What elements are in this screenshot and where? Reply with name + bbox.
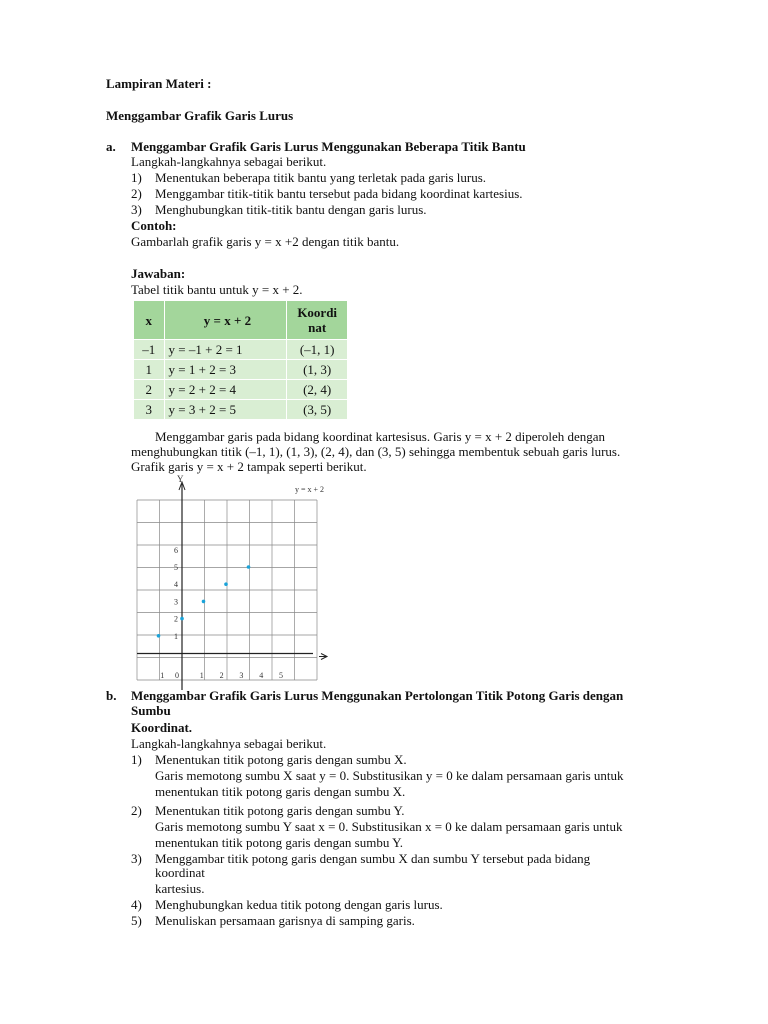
table-cell: (3, 5) [287,400,348,420]
section-a-marker: a. [106,139,116,154]
table-header-x: x [134,301,165,340]
x-tick-label: 2 [219,671,224,680]
page-title: Menggambar Grafik Garis Lurus [106,108,294,123]
step-number: 2) [131,803,142,818]
step-number: 1) [131,170,142,185]
graph-y-axis-label: Y [177,474,184,484]
step-text: Menggambar titik potong garis dengan sumbu X dan sumbu Y tersebut pada bidang [155,851,591,866]
table-cell: –1 [134,340,165,360]
table-row [134,340,348,360]
x-tick-label: 5 [279,671,283,680]
graph-point [202,600,206,604]
y-tick-label: 3 [174,597,178,607]
paragraph-line-2: menghubungkan titik (–1, 1), (1, 3), (2, 4), dan (3, 5) sehingga membentuk sebuah garis lurus. [131,444,621,459]
step-text: Menentukan titik potong garis dengan sumbu Y. [155,803,405,818]
graph-title: y = x + 2 [295,485,325,494]
x-tick-label: 1 [199,671,204,680]
table-cell: (1, 3) [287,360,348,380]
step-text: Menghubungkan kedua titik potong dengan garis lurus. [155,897,443,912]
helper-points-table [133,300,348,420]
section-b-marker: b. [106,688,117,703]
table-cell: (–1, 1) [287,340,348,360]
x-tick-label: 1 [160,671,165,680]
paragraph-line-3: Grafik garis y = x + 2 tampak seperti berikut. [131,459,367,474]
table-row [134,360,348,380]
step-text: Menentukan titik potong garis dengan sumbu X. [155,752,407,767]
step-b-1-detail: menentukan titik potong garis dengan sumbu X. [155,784,406,799]
graph-point [157,634,161,638]
line-graph [125,470,355,680]
step-b-3-detail: kartesius. [155,881,205,896]
table-cell: y = 3 + 2 = 5 [164,400,287,420]
step-number: 2) [131,186,142,201]
example-text: Gambarlah grafik garis y = x +2 dengan titik bantu. [131,234,400,249]
table-caption: Tabel titik bantu untuk y = x + 2. [131,282,303,297]
step-number: 4) [131,897,142,912]
section-a-intro: Langkah-langkahnya sebagai berikut. [131,154,327,169]
table-cell: (2, 4) [287,380,348,400]
y-tick-label: 2 [174,614,178,624]
graph-point [180,617,184,621]
y-tick-label: 4 [174,580,178,590]
graph-point [247,565,251,569]
appendix-label: Lampiran Materi : [106,76,212,91]
step-text: Menuliskan persamaan garisnya di samping garis. [155,913,415,928]
table-cell: y = –1 + 2 = 1 [164,340,287,360]
section-b-heading-line2: Sumbu [131,703,171,718]
table-header-row [134,301,348,340]
example-label: Contoh: [131,218,177,233]
table-cell: 2 [134,380,165,400]
graph-axes [137,482,327,690]
table-row [134,400,348,420]
table-header-coordinate: Koordi nat [287,301,348,340]
table-cell: y = 1 + 2 = 3 [164,360,287,380]
table-header-equation: y = x + 2 [164,301,287,340]
table-cell: 1 [134,360,165,380]
y-tick-label: 5 [174,563,178,572]
step-text: Menggambar titik-titik bantu tersebut pada bidang koordinat kartesius. [155,186,523,201]
paragraph-line-1: Menggambar garis pada bidang koordinat kartesisus. Garis y = x + 2 diperoleh dengan [155,429,606,444]
section-b-heading-line3: Koordinat. [131,720,193,735]
answer-label: Jawaban: [131,266,186,281]
step-text: Menghubungkan titik-titik bantu dengan garis lurus. [155,202,427,217]
x-tick-label: 3 [239,671,244,680]
step-text: Menentukan beberapa titik bantu yang terletak pada garis lurus. [155,170,487,185]
section-b-heading-line1: Menggambar Grafik Garis Lurus Menggunakan Pertolongan Titik Potong Garis dengan [131,688,624,703]
x-axis-arrow [319,654,327,660]
table-row [134,380,348,400]
step-b-3-detail: koordinat [155,865,205,880]
y-tick-label: 6 [174,545,178,555]
step-number: 3) [131,202,142,217]
section-a-heading: Menggambar Grafik Garis Lurus Menggunakan Beberapa Titik Bantu [131,139,526,154]
table-cell: y = 2 + 2 = 4 [164,380,287,400]
step-b-1-detail: Garis memotong sumbu X saat y = 0. Substitusikan y = 0 ke dalam persamaan garis untuk [155,768,624,783]
step-number: 3) [131,851,142,866]
graph-ticks [160,546,283,680]
x-tick-label: 0 [175,671,179,680]
step-b-2-detail: Garis memotong sumbu Y saat x = 0. Substitusikan x = 0 ke dalam persamaan garis untuk [155,819,623,834]
step-number: 1) [131,752,142,767]
section-b-intro: Langkah-langkahnya sebagai berikut. [131,736,327,751]
step-b-2-detail: menentukan titik potong garis dengan sumbu Y. [155,835,404,850]
x-tick-label: 4 [259,671,264,680]
graph-point [224,582,228,586]
y-tick-label: 1 [174,631,178,641]
graph-points [157,565,251,637]
step-number: 5) [131,913,142,928]
table-cell: 3 [134,400,165,420]
